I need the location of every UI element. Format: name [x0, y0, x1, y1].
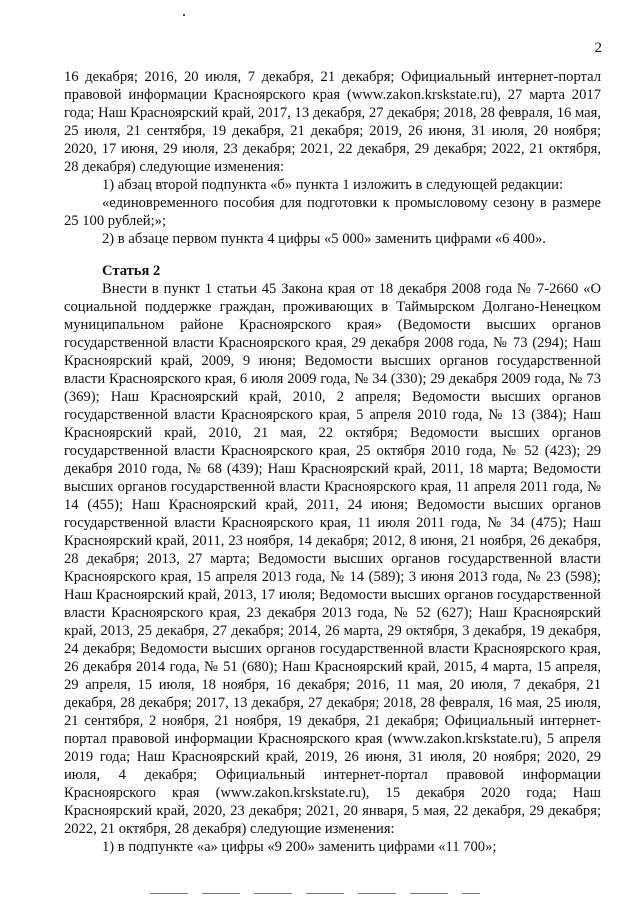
scan-mark	[183, 14, 185, 16]
document-body	[64, 68, 601, 856]
article-heading: Статья 2	[102, 263, 161, 279]
paragraph-item-1: 1) абзац второй подпункта «б» пункта 1 изложить в следующей редакции:	[102, 177, 563, 193]
paragraph-article-2-item-1: 1) в подпункте «а» цифры «9 200» заменить цифрами «11 700»;	[102, 839, 497, 855]
paragraph-item-2: 2) в абзаце первом пункта 4 цифры «5 000» заменить цифрами «6 400».	[102, 231, 546, 247]
paragraph-article-2-body: Внести в пункт 1 статьи 45 Закона края от 18 декабря 2008 года № 7-2660 «О социальной поддержке граждан, проживающих в Таймырском Долгано-Ненецком муниципальном районе Красноярского края» (Ведомости высших органов государственной власти Красноярского края, 29 декабря 2008 года, № 73 (294); Наш Красноярский край, 2009, 9 июня; Ведомости высших органов государственной власти Красноярского края, 6 июля 2009 года, № 34 (330); 29 декабря 2009 года, № 73 (369); Наш Красноярский край, 2010, 2 апреля; Ведомости высших органов государственной власти Красноярского края, 5 апреля 2010 года, № 13 (384); Наш Красноярский край, 2010, 21 мая, 22 октября; Ведомости высших органов государственной власти Красноярского края, 25 октября 2010 года, № 52 (423); 29 декабря 2010 года, № 68 (439); Наш Красноярский край, 2011, 18 марта; Ведомости высших органов государственной власти Красноярского края, 11 апреля 2011 года, № 14 (455); Наш Красноярский край, 2011, 24 июня; Ведомости высших органов государственной власти Красноярского края, 11 июля 2011 года, № 34 (475); Наш Красноярский край, 2011, 23 ноября, 14 декабря; 2012, 8 июня, 21 ноября, 26 декабря, 28 декабря; 2013, 27 марта; Ведомости высших органов государственной власти Красноярского края, 15 апреля 2013 года, № 14 (589); 3 июня 2013 года, № 23 (598); Наш Красноярский край, 2013, 17 июля; Ведомости высших органов государственной власти Красноярского края, 23 декабря 2013 года, № 52 (627); Наш Красноярский край, 2013, 25 декабря, 27 декабря; 2014, 26 марта, 29 октября, 3 декабря, 19 декабря, 24 декабря; Ведомости высших органов государственной власти Красноярского края, 26 декабря 2014 года, № 51 (680); Наш Красноярский край, 2015, 4 марта, 15 апреля, 29 апреля, 15 июля, 18 ноября, 16 декабря; 2016, 11 мая, 20 июля, 7 декабря, 21 декабря, 28 декабря; 2017, 13 декабря, 27 декабря; 2018, 28 февраля, 16 мая, 25 июля, 21 сентября, 2 ноября, 21 ноября, 19 декабря, 21 декабря; Официальный интернет-портал правовой информации Красноярского края (www.zakon.krskstate.ru), 5 апреля 2019 года; Наш Красноярский край, 2019, 26 июня, 31 июля, 20 ноября; 2020, 29 июля, 4 декабря; Официальный интернет-портал правовой информации Красноярского края (www.zakon.krskstate.ru), 15 декабря 2020 года; Наш Красноярский край, 2020, 23 декабря; 2021, 20 января, 5 мая, 22 декабря, 29 декабря; 2022, 21 октября, 28 декабря) следующие изменения:	[64, 281, 601, 837]
page-number: 2	[594, 40, 602, 56]
footer-divider	[150, 893, 480, 894]
paragraph-quote: «единовременного пособия для подготовки к промысловому сезону в размере 25 100 рублей;»;	[64, 195, 601, 229]
paragraph-continuation: 16 декабря; 2016, 20 июля, 7 декабря, 21 декабря; Официальный интернет-портал правовой информации Красноярского края (www.zakon.krskstate.ru), 27 марта 2017 года; Наш Красноярский край, 2017, 13 декабря, 27 декабря; 2018, 28 февраля, 16 мая, 25 июля, 21 сентября, 19 декабря, 21 декабря; 2019, 26 июня, 31 июля, 20 ноября; 2020, 17 июня, 29 июля, 23 декабря; 2021, 22 декабря, 29 декабря; 2022, 21 октября, 28 декабря) следующие изменения:	[64, 69, 601, 175]
